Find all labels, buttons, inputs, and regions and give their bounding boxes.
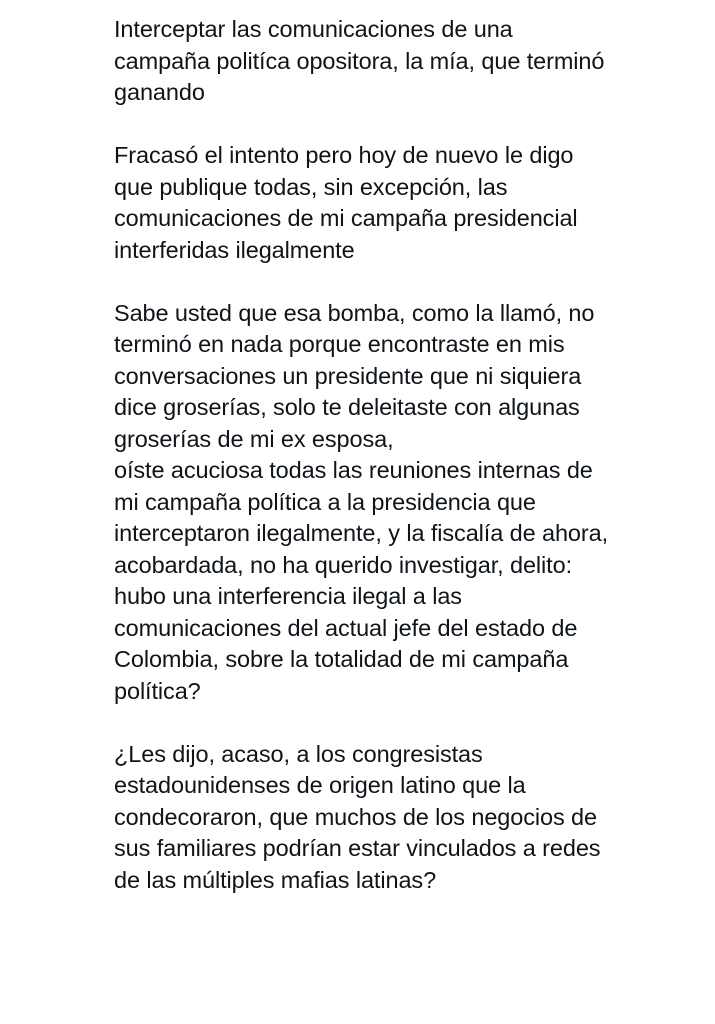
text-line: Fracasó el intento pero hoy de nuevo le digo xyxy=(114,142,574,168)
text-line: acobardada, no ha querido investigar, delito: xyxy=(114,551,572,578)
text-line: comunicaciones del actual jefe del estado de xyxy=(114,614,578,641)
text-line: ¿Les dijo, acaso, a los congresistas xyxy=(114,740,483,767)
tweet-paragraph-2 xyxy=(114,140,710,266)
tweet-paragraph-4 xyxy=(114,739,710,897)
text-line: conversaciones un presidente que ni siquiera xyxy=(114,362,582,389)
text-line: de las múltiples mafias latinas? xyxy=(114,866,437,893)
text-line: campaña politíca opositora, la mía, que terminó xyxy=(114,47,605,74)
text-line: estadounidenses de origen latino que la xyxy=(114,772,526,798)
tweet-text xyxy=(114,14,710,896)
text-line: terminó en nada porque encontraste en mis xyxy=(114,331,565,357)
text-line: hubo una interferencia ilegal a las xyxy=(114,583,462,609)
text-line: condecoraron, que muchos de los negocios de xyxy=(114,803,597,830)
text-line: mi campaña política a la presidencia que xyxy=(114,488,536,515)
tweet-paragraph-1 xyxy=(114,14,710,109)
text-line: groserías de mi ex esposa, xyxy=(114,425,394,452)
text-line: interferidas ilegalmente xyxy=(114,236,355,263)
text-line: Colombia, sobre la totalidad de mi campaña xyxy=(114,646,569,672)
text-line: que publique todas, sin excepción, las xyxy=(114,173,508,200)
text-line: comunicaciones de mi campaña presidencial xyxy=(114,205,578,231)
tweet-paragraph-3 xyxy=(114,298,710,708)
text-line: interceptaron ilegalmente, y la fiscalía de ahora, xyxy=(114,520,609,546)
text-line: política? xyxy=(114,677,201,704)
text-line: dice groserías, solo te deleitaste con algunas xyxy=(114,394,580,420)
text-line: Sabe usted que esa bomba, como la llamó, no xyxy=(114,299,595,326)
text-line: sus familiares podrían estar vinculados a redes xyxy=(114,835,601,861)
text-line: ganando xyxy=(114,79,205,105)
text-line: Interceptar las comunicaciones de una xyxy=(114,16,513,42)
text-line: oíste acuciosa todas las reuniones internas de xyxy=(114,457,593,483)
